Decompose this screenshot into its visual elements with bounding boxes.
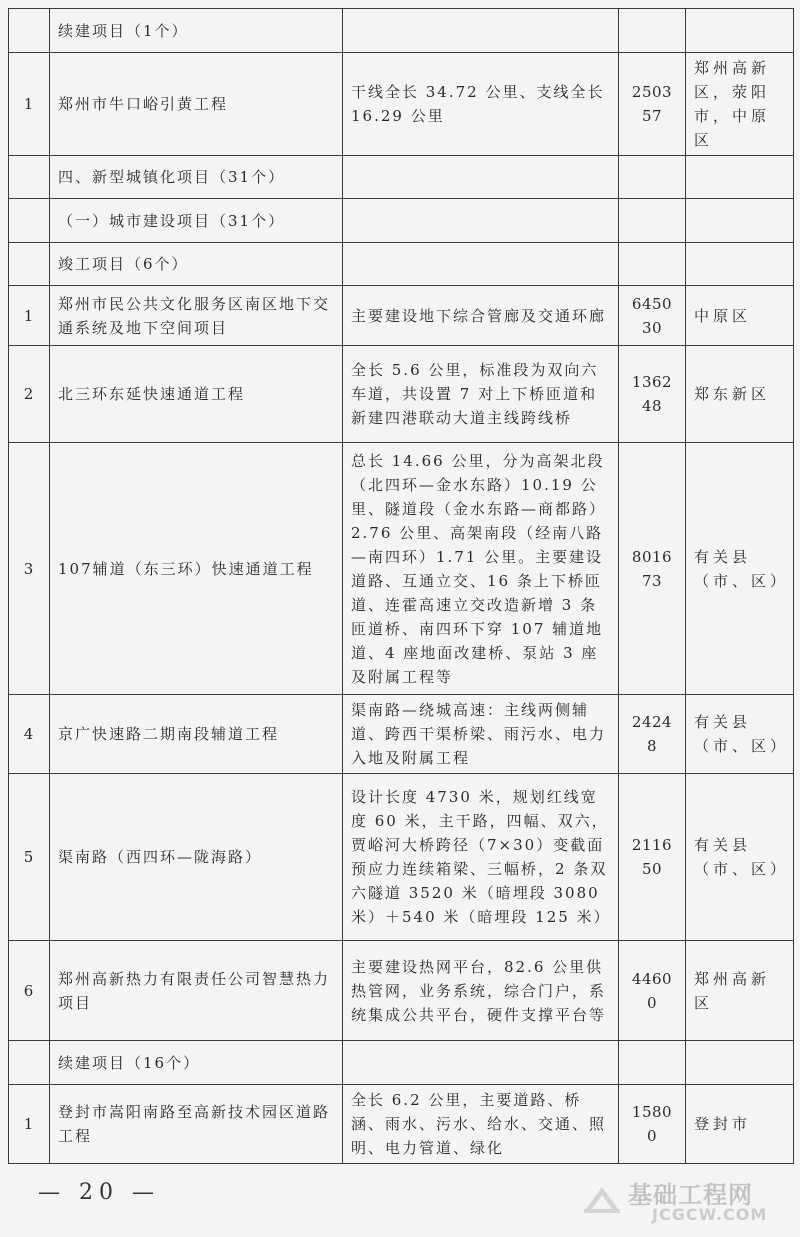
location-cell [686,156,794,199]
total-investment-cell: 15800 [619,1085,686,1164]
project-name-cell: 渠南路（西四环—陇海路） [50,774,343,941]
location-cell: 有关县（市、区） [686,774,794,941]
total-investment-cell: 136248 [619,346,686,443]
construction-content-cell [343,199,619,243]
total-investment-cell: 44600 [619,941,686,1041]
construction-content-cell [343,9,619,53]
row-index-cell: 2 [9,346,50,443]
table-row [9,443,794,695]
watermark-text-en: JCGCW.COM [652,1205,768,1224]
project-name-cell: 登封市嵩阳南路至高新技术园区道路工程 [50,1085,343,1164]
location-cell: 中原区 [686,286,794,346]
project-name-cell: 郑州高新热力有限责任公司智慧热力项目 [50,941,343,1041]
project-name-cell: 郑州市牛口峪引黄工程 [50,53,343,156]
table-row [9,941,794,1041]
construction-content-cell: 全长 5.6 公里，标准段为双向六车道，共设置 7 对上下桥匝道和新建四港联动大道主线跨线桥 [343,346,619,443]
construction-content-cell [343,156,619,199]
project-name-cell: 郑州市民公共文化服务区南区地下交通系统及地下空间项目 [50,286,343,346]
construction-content-cell: 全长 6.2 公里，主要道路、桥涵、雨水、污水、给水、交通、照明、电力管道、绿化 [343,1085,619,1164]
project-name-cell: （一）城市建设项目（31个） [50,199,343,243]
row-index-cell: 1 [9,286,50,346]
total-investment-cell: 250357 [619,53,686,156]
row-index-cell [9,156,50,199]
table-row [9,1041,794,1085]
location-cell: 郑州高新区 [686,941,794,1041]
construction-content-cell [343,1041,619,1085]
location-cell [686,243,794,286]
construction-content-cell: 主要建设热网平台，82.6 公里供热管网，业务系统，综合门户，系统集成公共平台，硬件支撑平台等 [343,941,619,1041]
table-row [9,243,794,286]
location-cell: 郑州高新区，荥阳市，中原区 [686,53,794,156]
page-number: — 20 — [38,1180,160,1205]
location-cell [686,199,794,243]
project-name-cell: 107辅道（东三环）快速通道工程 [50,443,343,695]
total-investment-cell: 211650 [619,774,686,941]
total-investment-cell: 24248 [619,695,686,774]
construction-content-cell: 主要建设地下综合管廊及交通环廊 [343,286,619,346]
total-investment-cell [619,156,686,199]
project-name-cell: 四、新型城镇化项目（31个） [50,156,343,199]
table-row [9,53,794,156]
project-name-cell: 竣工项目（6个） [50,243,343,286]
location-cell: 有关县（市、区） [686,443,794,695]
location-cell [686,9,794,53]
table-row [9,695,794,774]
row-index-cell: 1 [9,53,50,156]
total-investment-cell: 801673 [619,443,686,695]
project-table-body [9,9,794,1164]
table-row [9,156,794,199]
table-row [9,1085,794,1164]
table-row [9,9,794,53]
project-name-cell: 北三环东延快速通道工程 [50,346,343,443]
row-index-cell: 6 [9,941,50,1041]
total-investment-cell [619,199,686,243]
construction-content-cell [343,243,619,286]
row-index-cell [9,243,50,286]
project-table [8,8,794,1164]
table-row [9,286,794,346]
table-row [9,346,794,443]
project-name-cell: 续建项目（1个） [50,9,343,53]
row-index-cell [9,199,50,243]
hardhat-logo-icon [582,1179,622,1219]
watermark-text-cn: 基础工程网 [628,1181,753,1209]
row-index-cell: 5 [9,774,50,941]
table-row [9,774,794,941]
total-investment-cell: 645030 [619,286,686,346]
project-name-cell: 续建项目（16个） [50,1041,343,1085]
construction-content-cell: 总长 14.66 公里，分为高架北段（北四环—金水东路）10.19 公里、隧道段（金水东路—商都路）2.76 公里、高架南段（经南八路—南四环）1.71 公里。主要建设道路、互通立交、16 条上下桥匝道、连霍高速立交改造新增 3 条匝道桥、南四环下穿 107 辅道地道、4 座地面改建桥、泵站 3 座及附属工程等 [343,443,619,695]
total-investment-cell [619,9,686,53]
location-cell: 登封市 [686,1085,794,1164]
construction-content-cell: 设计长度 4730 米，规划红线宽度 60 米，主干路，四幅、双六，贾峪河大桥跨径（7×30）变截面预应力连续箱梁、三幅桥，2 条双六隧道 3520 米（暗埋段 3080 米）＋540 米（暗埋段 125 米） [343,774,619,941]
total-investment-cell [619,243,686,286]
construction-content-cell: 渠南路—绕城高速：主线两侧辅道、跨西干渠桥梁、雨污水、电力入地及附属工程 [343,695,619,774]
location-cell [686,1041,794,1085]
location-cell: 郑东新区 [686,346,794,443]
row-index-cell: 1 [9,1085,50,1164]
row-index-cell: 4 [9,695,50,774]
total-investment-cell [619,1041,686,1085]
row-index-cell [9,1041,50,1085]
project-name-cell: 京广快速路二期南段辅道工程 [50,695,343,774]
construction-content-cell: 干线全长 34.72 公里、支线全长 16.29 公里 [343,53,619,156]
row-index-cell [9,9,50,53]
location-cell: 有关县（市、区） [686,695,794,774]
watermark [582,1175,782,1225]
row-index-cell: 3 [9,443,50,695]
table-row [9,199,794,243]
